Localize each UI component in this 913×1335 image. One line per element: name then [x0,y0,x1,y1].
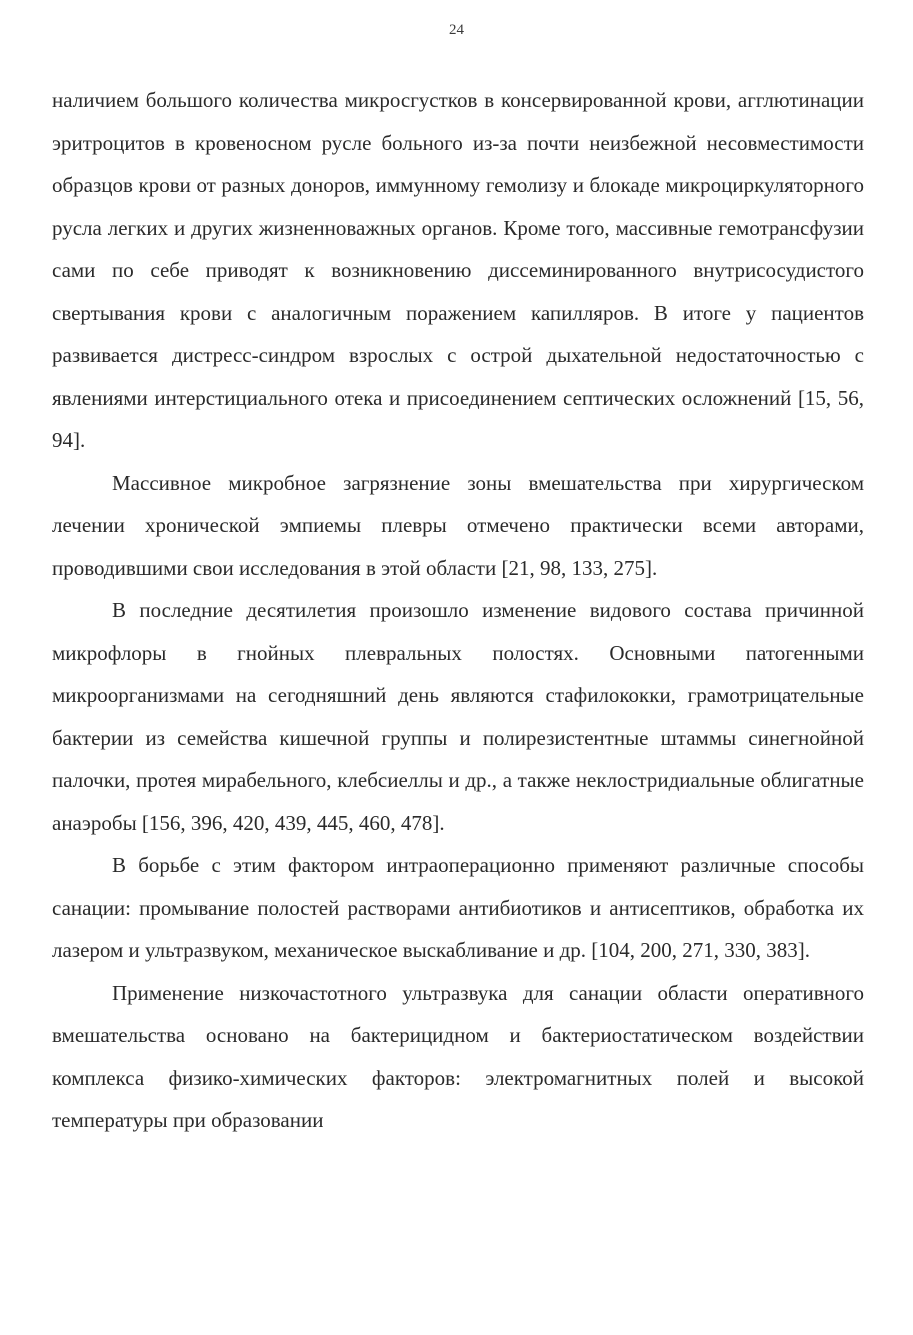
paragraph-1: наличием большого количества микросгустков в консервированной крови, агглютинации эритроцитов в кровеносном русле больного из-за почти неизбежной несовместимости образцов крови от разных доноров, иммунному гемолизу и блокаде микроциркуляторного русла легких и других жизненноважных органов. Кроме того, массивные гемотрансфузии сами по себе приводят к возникновению диссеминированного внутрисосудистого свертывания крови с аналогичным поражением капилляров. В итоге у пациентов развивается дистресс-синдром взрослых с острой дыхательной недостаточностью с явлениями интерстициального отека и присоединением септических осложнений [15, 56, 94]. [52,88,864,452]
paragraph-4: В борьбе с этим фактором интраоперационно применяют различные способы санации: промывание полостей растворами антибиотиков и антисептиков, обработка их лазером и ультразвуком, механическое выскабливание и др. [104, 200, 271, 330, 383]. [52,853,864,962]
paragraph-5: Применение низкочастотного ультразвука для санации области оперативного вмешательства основано на бактерицидном и бактериостатическом воздействии комплекса физико-химических факторов: электромагнитных полей и высокой температуры при образовании [52,980,864,1132]
page-number: 24 [449,22,464,38]
document-body [52,79,864,1142]
paragraph-2: Массивное микробное загрязнение зоны вмешательства при хирургическом лечении хронической эмпиемы плевры отмечено практически всеми авторами, проводившими свои исследования в этой области [21, 98, 133, 275]. [52,470,864,580]
paragraph-3: В последние десятилетия произошло изменение видового состава причинной микрофлоры в гнойных плевральных полостях. Основными патогенными микроорганизмами на сегодняшний день являются стафилококки, грамотрицательные бактерии из семейства кишечной группы и полирезистентные штаммы синегнойной палочки, протея мирабельного, клебсиеллы и др., а также неклостридиальные облигатные анаэробы [156, 396, 420, 439, 445, 460, 478]. [52,598,864,835]
